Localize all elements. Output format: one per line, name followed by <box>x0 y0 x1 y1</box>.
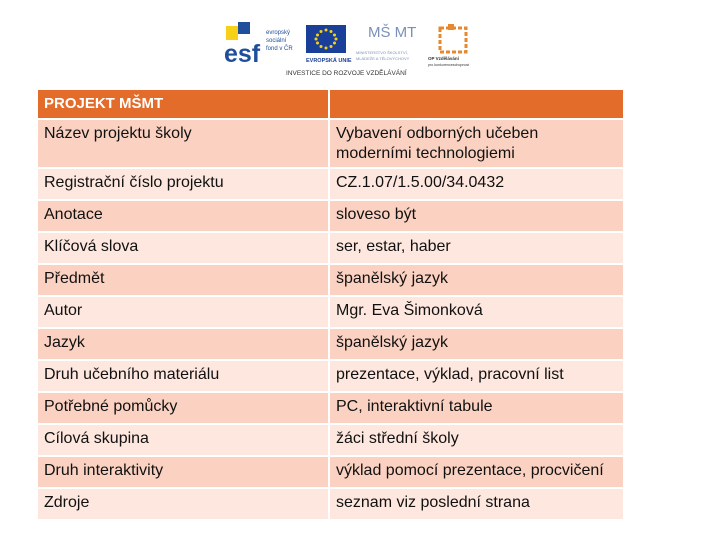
table-row <box>37 328 624 360</box>
row-label: Potřebné pomůcky <box>37 392 329 424</box>
table-row <box>37 168 624 200</box>
eu-logo <box>306 25 352 64</box>
table-title: PROJEKT MŠMT <box>37 89 329 119</box>
table-row <box>37 488 624 520</box>
row-label: Cílová skupina <box>37 424 329 456</box>
eu-caption: EVROPSKÁ UNIE <box>306 58 352 64</box>
table-row <box>37 360 624 392</box>
row-label: Druh učebního materiálu <box>37 360 329 392</box>
op-logo <box>428 24 469 67</box>
row-value: sloveso být <box>329 200 624 232</box>
esf-mark: esf <box>224 40 261 68</box>
msmt-logo <box>356 24 416 61</box>
row-value: španělský jazyk <box>329 328 624 360</box>
row-label: Anotace <box>37 200 329 232</box>
op-line-1: OP Vzdělávání <box>428 56 459 61</box>
row-label: Registrační číslo projektu <box>37 168 329 200</box>
row-value: PC, interaktivní tabule <box>329 392 624 424</box>
row-value: seznam viz poslední strana <box>329 488 624 520</box>
row-label: Autor <box>37 296 329 328</box>
row-value: žáci střední školy <box>329 424 624 456</box>
msmt-line-1: MINISTERSTVO ŠKOLSTVÍ, <box>356 50 408 55</box>
op-line-2: pro konkurenceschopnost <box>428 63 470 67</box>
esf-line-3: fond v ČR <box>266 46 293 52</box>
project-metadata-table <box>36 88 625 521</box>
table-row <box>37 200 624 232</box>
table-row <box>37 232 624 264</box>
msmt-line-2: MLÁDEŽE A TĚLOVÝCHOVY <box>356 56 410 61</box>
row-label: Jazyk <box>37 328 329 360</box>
row-value: Vybavení odborných učeben moderními technologiemi <box>329 119 624 168</box>
esf-line-1: evropský <box>266 30 291 36</box>
esf-logo <box>224 22 293 68</box>
row-value: Mgr. Eva Šimonková <box>329 296 624 328</box>
table-row <box>37 456 624 488</box>
row-label: Předmět <box>37 264 329 296</box>
table-row <box>37 264 624 296</box>
table-row <box>37 119 624 168</box>
row-value: španělský jazyk <box>329 264 624 296</box>
esf-line-2: sociální <box>266 38 287 44</box>
logo-bar <box>222 20 484 78</box>
table-title-right <box>329 89 624 119</box>
table-row <box>37 296 624 328</box>
table-row <box>37 392 624 424</box>
row-value: ser, estar, haber <box>329 232 624 264</box>
row-value: CZ.1.07/1.5.00/34.0432 <box>329 168 624 200</box>
logos <box>222 20 484 78</box>
table-row <box>37 424 624 456</box>
table-header-row <box>37 89 624 119</box>
tagline: INVESTICE DO ROZVOJE VZDĚLÁVÁNÍ <box>286 70 407 77</box>
row-label: Název projektu školy <box>37 119 329 168</box>
msmt-mark: MŠ MT <box>368 24 417 41</box>
row-label: Zdroje <box>37 488 329 520</box>
row-value: výklad pomocí prezentace, procvičení <box>329 456 624 488</box>
row-label: Klíčová slova <box>37 232 329 264</box>
row-label: Druh interaktivity <box>37 456 329 488</box>
row-value: prezentace, výklad, pracovní list <box>329 360 624 392</box>
